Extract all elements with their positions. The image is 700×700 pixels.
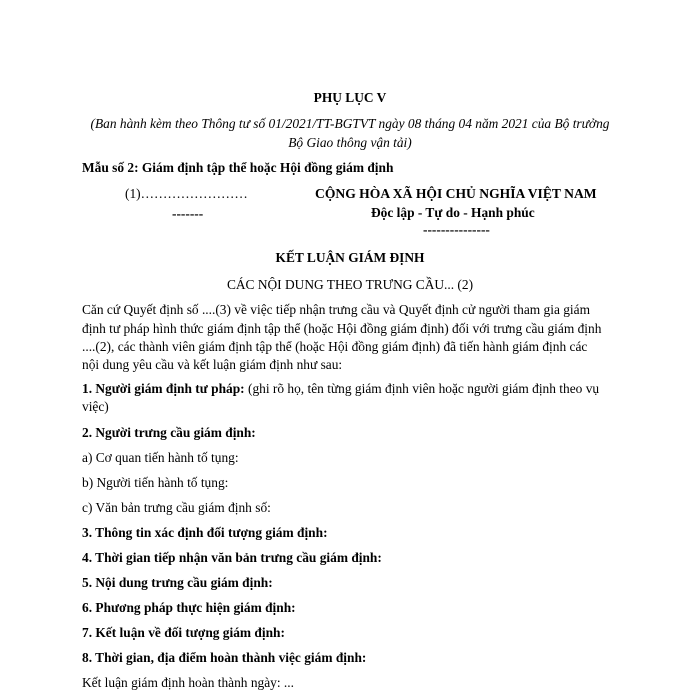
section-6-label: 6. Phương pháp thực hiện giám định: (82, 600, 296, 615)
document-title: KẾT LUẬN GIÁM ĐỊNH (275, 250, 425, 265)
section-4-label: 4. Thời gian tiếp nhận văn bản trưng cầu giám định: (82, 550, 382, 565)
issued-by-line-2: Bộ Giao thông vận tải) (288, 135, 412, 150)
organization-placeholder: (1)…………………… (125, 186, 248, 201)
section-1-label: 1. Người giám định tư pháp: (82, 381, 245, 396)
section-8-label: 8. Thời gian, địa điểm hoàn thành việc giám định: (82, 650, 367, 665)
left-divider-dashes: ------- (172, 206, 204, 221)
form-title: Mẫu số 2: Giám định tập thể hoặc Hội đồng giám định (82, 160, 394, 175)
national-motto: Độc lập - Tự do - Hạnh phúc (371, 205, 535, 220)
section-1 (82, 381, 599, 397)
issued-by-line-1: (Ban hành kèm theo Thông tư số 01/2021/TT-BGTVT ngày 08 tháng 04 năm 2021 của Bộ trưởng (90, 116, 610, 131)
section-1-note: (ghi rõ họ, tên từng giám định viên hoặc người giám định theo vụ (244, 381, 600, 396)
section-7-label: 7. Kết luận về đối tượng giám định: (82, 625, 285, 640)
completion-date-line: Kết luận giám định hoàn thành ngày: ... (82, 675, 294, 690)
intro-paragraph-line-2: định tư pháp hình thức giám định tập thể (hoặc Hội đồng giám định) đối với trưng cầu giám định (82, 321, 602, 336)
country-name: CỘNG HÒA XÃ HỘI CHỦ NGHĨA VIỆT NAM (315, 186, 597, 201)
section-3-label: 3. Thông tin xác định đối tượng giám định: (82, 525, 328, 540)
document-subtitle: CÁC NỘI DUNG THEO TRƯNG CẦU... (2) (226, 277, 474, 292)
section-1-note-continued: việc) (82, 399, 109, 414)
section-2-item-a: a) Cơ quan tiến hành tố tụng: (82, 450, 239, 465)
section-2-item-c: c) Văn bản trưng cầu giám định số: (82, 500, 271, 515)
intro-paragraph-line-4: nội dung yêu cầu và kết luận giám định như sau: (82, 357, 343, 372)
section-2-item-b: b) Người tiến hành tố tụng: (82, 475, 229, 490)
intro-paragraph-line-1: Căn cứ Quyết định số ....(3) về việc tiếp nhận trưng cầu và Quyết định cử người tham gia giám (82, 302, 591, 317)
section-2-label: 2. Người trưng cầu giám định: (82, 425, 256, 440)
appendix-title: PHỤ LỤC V (313, 90, 387, 105)
section-5-label: 5. Nội dung trưng cầu giám định: (82, 575, 273, 590)
right-divider-dashes: --------------- (423, 222, 490, 237)
intro-paragraph-line-3: ....(2), các thành viên giám định tập thể (hoặc Hội đồng giám định) đã tiến hành giám định các (82, 339, 588, 354)
